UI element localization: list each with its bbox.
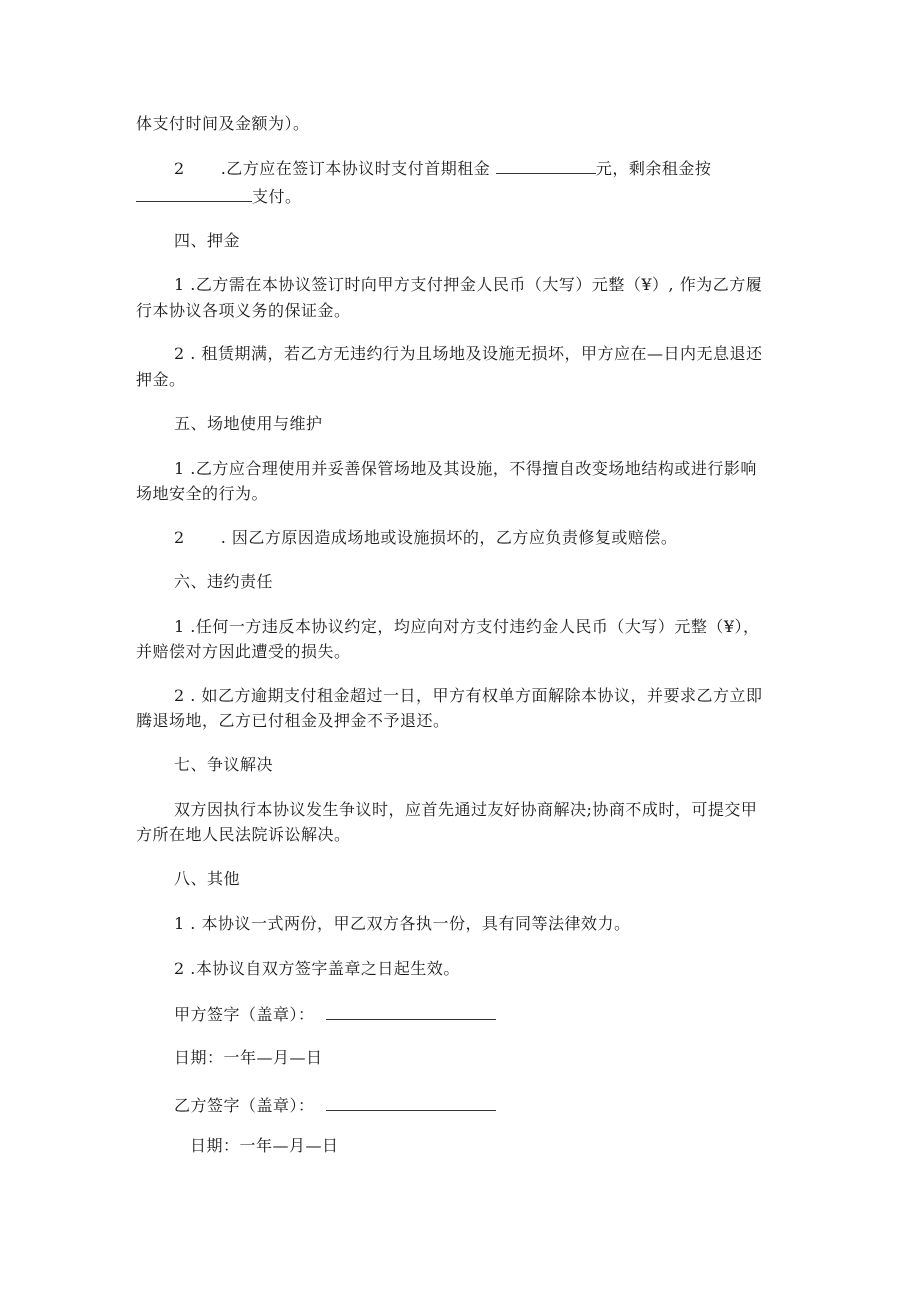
item-text: 支付。 bbox=[252, 187, 302, 206]
item-text: 元，剩余租金按 bbox=[595, 159, 712, 178]
date-line-party-a: 日期：一年—月—日 bbox=[174, 1048, 323, 1067]
paragraph-line: 1 .乙方需在本协议签订时向甲方支付押金人民币（大写）元整（¥）, 作为乙方履 bbox=[174, 275, 763, 294]
paragraph-line bbox=[174, 528, 677, 548]
paragraph-line: 体支付时间及金额为）。 bbox=[136, 114, 310, 133]
paragraph-line: 1 .任何一方违反本协议约定，均应向对方支付违约金人民币（大写）元整（¥）， bbox=[174, 617, 760, 636]
paragraph-line: 方所在地人民法院诉讼解决。 bbox=[136, 825, 351, 844]
paragraph-line bbox=[136, 186, 302, 207]
section-heading: 四、押金 bbox=[174, 231, 241, 250]
paragraph-line: 1 . 本协议一式两份，甲乙双方各执一份，具有同等法律效力。 bbox=[174, 914, 631, 933]
signature-label: 乙方签字（盖章）： bbox=[174, 1096, 315, 1115]
paragraph-line: 场地安全的行为。 bbox=[136, 484, 269, 503]
signature-line-party-b bbox=[174, 1095, 496, 1116]
paragraph-line: 并赔偿对方因此遭受的损失。 bbox=[136, 642, 351, 661]
item-number: 2 bbox=[174, 159, 185, 178]
signature-blank bbox=[326, 1095, 496, 1111]
fill-blank bbox=[496, 158, 596, 174]
paragraph-line bbox=[174, 158, 711, 179]
paragraph-line: 2 .本协议自双方签字盖章之日起生效。 bbox=[174, 959, 460, 978]
signature-line-party-a bbox=[174, 1004, 496, 1025]
signature-blank bbox=[326, 1004, 496, 1020]
fill-blank bbox=[136, 186, 252, 202]
paragraph-line: 2 . 如乙方逾期支付租金超过一日，甲方有权单方面解除本协议，并要求乙方立即 bbox=[174, 686, 763, 705]
date-line-party-b: 日期：一年—月—日 bbox=[190, 1136, 339, 1155]
paragraph-line: 双方因执行本协议发生争议时，应首先通过友好协商解决;协商不成时，可提交甲 bbox=[174, 800, 758, 819]
section-heading: 六、违约责任 bbox=[174, 572, 274, 591]
section-heading: 七、争议解决 bbox=[174, 755, 274, 774]
paragraph-line: 腾退场地，乙方已付租金及押金不予退还。 bbox=[136, 711, 450, 730]
item-text: . 因乙方原因造成场地或设施损坏的，乙方应负责修复或赔偿。 bbox=[220, 528, 678, 547]
section-heading: 八、其他 bbox=[174, 869, 241, 888]
section-heading: 五、场地使用与维护 bbox=[174, 414, 323, 433]
paragraph-line: 行本协议各项义务的保证金。 bbox=[136, 301, 351, 320]
paragraph-line: 2 . 租赁期满，若乙方无违约行为且场地及设施无损坏，甲方应在—日内无息退还 bbox=[174, 344, 763, 363]
paragraph-line: 押金。 bbox=[136, 370, 186, 389]
paragraph-line: 1 .乙方应合理使用并妥善保管场地及其设施，不得擅自改变场地结构或进行影响 bbox=[174, 459, 757, 478]
item-text: .乙方应在签订本协议时支付首期租金 bbox=[220, 159, 491, 178]
signature-label: 甲方签字（盖章）： bbox=[174, 1005, 315, 1024]
item-number: 2 bbox=[174, 528, 185, 547]
